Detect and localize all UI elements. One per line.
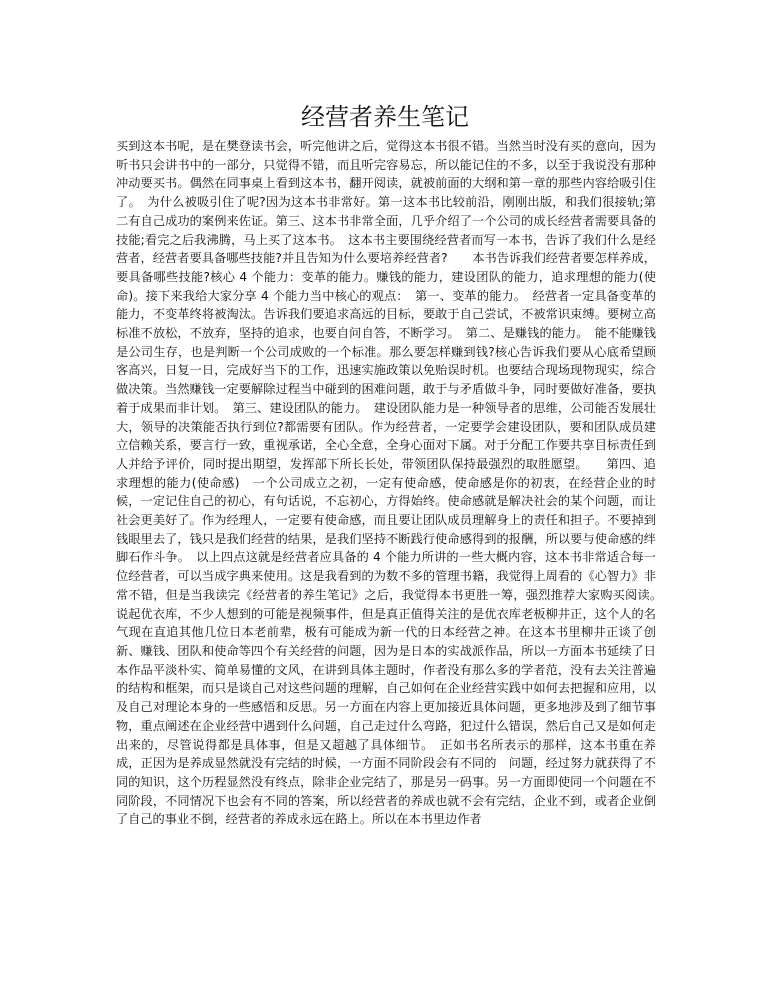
document-body-text: 买到这本书呢，是在樊登读书会，听完他讲之后，觉得这本书很不错。当然当时没有买的意向，因为听书只会讲书中的一部分，只觉得不错，而且听完容易忘，所以能记住的不多，以至于我说没有那种冲动要买书。偶然在同事桌上看到这本书，翻开阅读，就被前面的大纲和第一章的那些内容给吸引住了。 为什么被吸引住了呢?因为这本书非常好。第一这本书比较前沿，刚刚出版，和我们很接轨;第二有自己成功的案例来佐证。第三、这本书非常全面，几乎介绍了一个公司的成长经营者需要具备的技能;看完之后我沸腾，马上买了这本书。 这本书主要围绕经营者而写一本书，告诉了我们什么是经营者，经营者要具备哪些技能?并且告知为什么要培养经营者? 本书告诉我们经营者要怎样养成，要具备哪些技能?核心 4 个能力：变革的能力。赚钱的能力，建设团队的能力，追求理想的能力(使命)。接下来我给大家分享 4 个能力当中核心的观点： 第一、变革的能力。 经营者一定具备变革的能力，不变革终将被淘汰。告诉我们要追求高远的目标，要敢于自己尝试，不被常识束缚。要树立高标准不放松，不放弃，坚持的追求，也要自问自答，不断学习。 第二、是赚钱的能力。 能不能赚钱是公司生存，也是判断一个公司成败的一个标准。那么要怎样赚到钱?核心告诉我们要从心底希望顾客高兴，日复一日，完成好当下的工作，迅速实施政策以免贻误时机。也要结合现场现物现实，综合做决策。当然赚钱一定要解除过程当中碰到的困难问题，敢于与矛盾做斗争，同时要做好准备，要执着于成果而非计划。 第三、建设团队的能力。 建设团队能力是一种领导者的思维，公司能否发展壮大，领导的决策能否执行到位?都需要有团队。作为经营者，一定要学会建设团队，要和团队成员建立信赖关系，要言行一致，重视承诺，全心全意，全身心面对下属。对于分配工作要共享目标责任到人并给予评价，同时提出期望，发挥部下所长长处，带领团队保持最强烈的取胜愿望。 第四、追求理想的能力(使命感) 一个公司成立之初，一定有使命感，使命感是你的初衷，在经营企业的时候，一定记住自己的初心，有句话说，不忘初心，方得始终。使命感就是解决社会的某个问题，而让社会更美好了。作为经理人，一定要有使命感，而且要让团队成员理解身上的责任和担子。不要掉到钱眼里去了，钱只是我们经营的结果，是我们坚持不断践行使命感得到的报酬，所以要与使命感的绊脚石作斗争。 以上四点这就是经营者应具备的 4 个能力所讲的一些大概内容，这本书非常适合每一位经营者，可以当成字典来使用。这是我看到的为数不多的管理书籍，我觉得上周看的《心智力》非常不错，但是当我读完《经营者的养生笔记》之后，我觉得本书更胜一筹，强烈推荐大家购买阅读。 说起优衣库，不少人想到的可能是视频事件，但是真正值得关注的是优衣库老板柳井正，这个人的名气现在直追其他几位日本老前辈，极有可能成为新一代的日本经营之神。在这本书里柳井正谈了创新、赚钱、团队和使命等四个有关经营的问题，因为是日本的实战派作品，所以一方面本书延续了日本作品平淡朴实、简单易懂的文风，在讲到具体主题时，作者没有那么多的学者范，没有去关注普遍的结构和框架，而只是谈自己对这些问题的理解，自己如何在企业经营实践中如何去把握和应用，以及自己对理论本身的一些感悟和反思。另一方面在内容上更加接近具体问题，更多地涉及到了细节事物，重点阐述在企业经营中遇到什么问题，自己走过什么弯路，犯过什么错误，然后自己又是如何走出来的，尽管说得都是具体事，但是又超越了具体细节。 正如书名所表示的那样，这本书重在养成，正因为是养成显然就没有完结的时候，一方面不同阶段会有不同的 问题，经过努力就获得了不同的知识，这个历程显然没有终点，除非企业完结了，那是另一码事。另一方面即使同一个问题在不同阶段，不同情况下也会有不同的答案，所以经营者的养成也就不会有完结，企业不到，或者企业倒了自己的事业不倒，经营者的养成永远在路上。所以在本书里边作者 [116,139,669,827]
document-title: 经营者养生笔记 [301,103,469,131]
